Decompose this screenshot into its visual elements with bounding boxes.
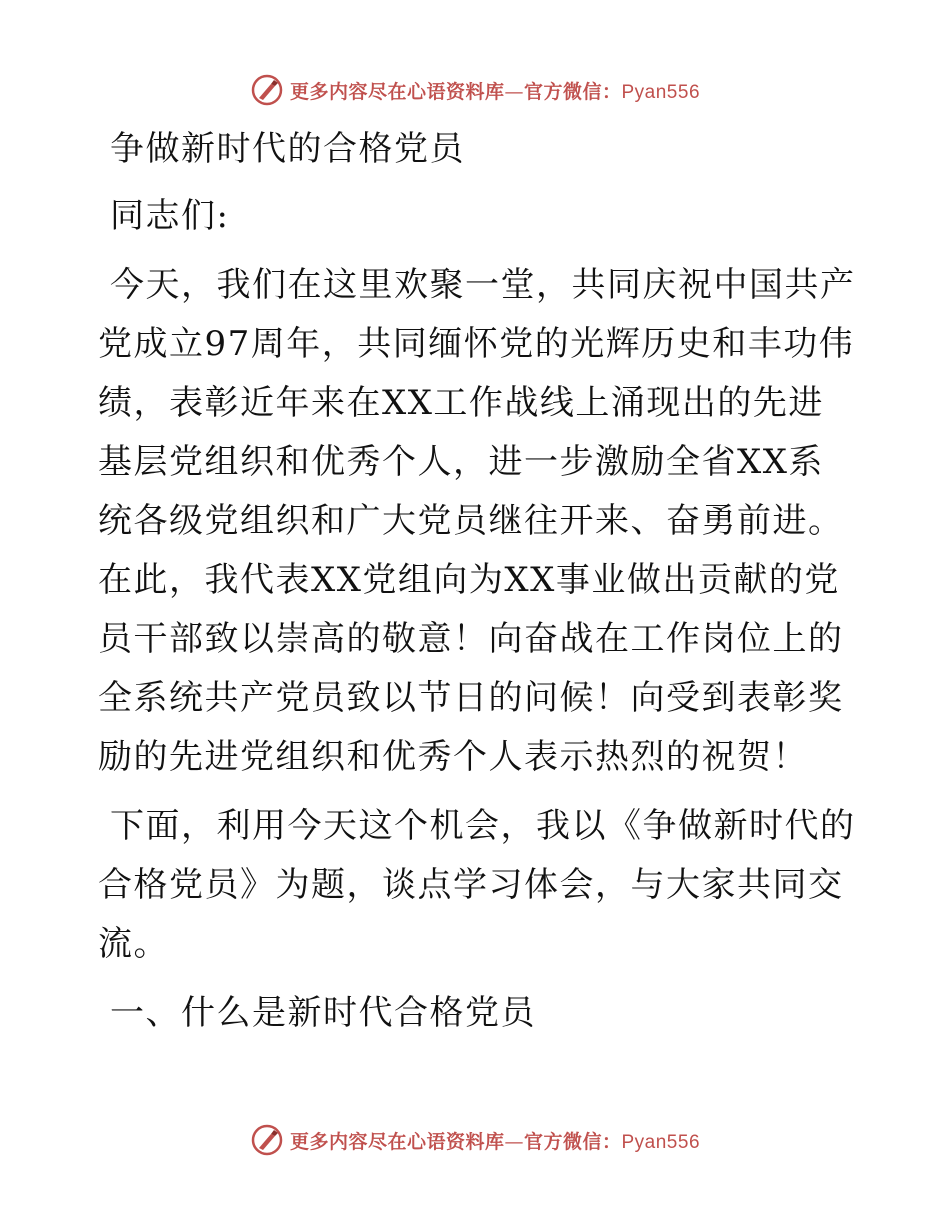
footer-banner [0,1120,950,1160]
header-banner [0,70,950,110]
header-banner-text: 更多内容尽在心语资料库—官方微信：Pyan556 [289,80,701,103]
header-wechat-id: Pyan556 [621,81,701,103]
footer-banner-text: 更多内容尽在心语资料库—官方微信：Pyan556 [289,1130,701,1153]
pen-nib-logo-icon [250,73,284,107]
document-body [98,120,858,1043]
paragraph-1: 今天，我们在这里欢聚一堂，共同庆祝中国共产党成立97周年，共同缅怀党的光辉历史和丰功伟绩，表彰近年来在XX工作战线上涌现出的先进基层党组织和优秀个人，进一步激励全省XX系统各级党组织和广大党员继往开来、奋勇前进。在此，我代表XX党组向为XX事业做出贡献的党员干部致以崇高的敬意！向奋战在工作岗位上的全系统共产党员致以节日的问候！向受到表彰奖励的先进党组织和优秀个人表示热烈的祝贺！ [98,265,856,777]
footer-wechat-id: Pyan556 [621,1131,701,1153]
section-heading-1: 一、什么是新时代合格党员 [110,993,536,1033]
paragraph-2: 下面，利用今天这个机会，我以《争做新时代的合格党员》为题，谈点学习体会，与大家共同交流。 [98,806,856,964]
salutation: 同志们: [110,196,230,236]
pen-nib-logo-icon [250,1123,284,1157]
document-title: 争做新时代的合格党员 [110,129,465,169]
